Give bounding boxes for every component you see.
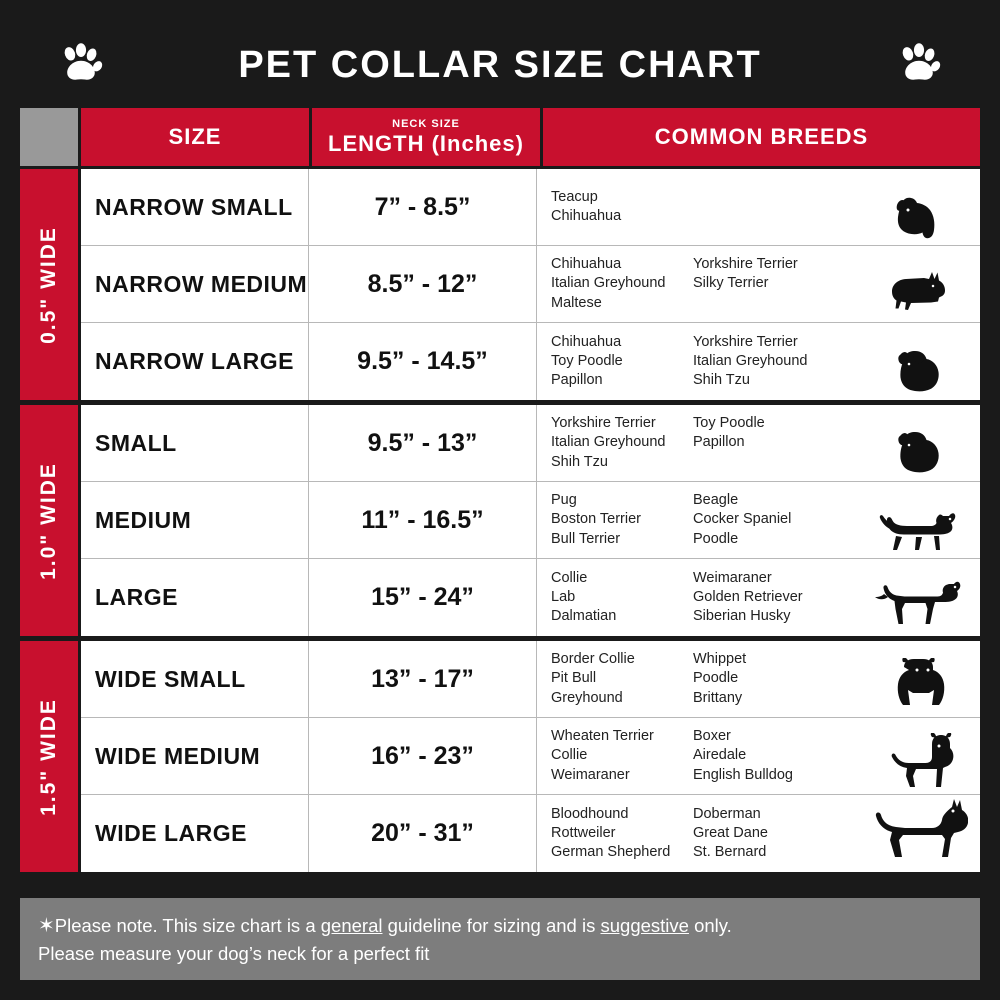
breed-name: Yorkshire Terrier <box>551 415 656 432</box>
breed-col-left <box>551 414 693 471</box>
cell-breeds <box>537 559 980 636</box>
breed-name: English Bulldog <box>693 766 793 783</box>
table-row <box>81 559 980 636</box>
breed-col-right <box>693 650 835 707</box>
breed-name: St. Bernard <box>693 844 767 861</box>
breed-name: German Shepherd <box>551 844 671 861</box>
table-row <box>81 795 980 872</box>
chihuahua-silhouette-icon <box>858 249 974 319</box>
breed-name: Border Collie <box>551 651 635 668</box>
footer-text-a: Please note. This size chart is a <box>54 915 321 937</box>
breed-name: Great Dane <box>693 824 768 841</box>
cell-length: 9.5” - 14.5” <box>309 323 537 400</box>
breed-name: Cocker Spaniel <box>693 511 792 528</box>
breed-name: Rottweiler <box>551 824 616 841</box>
cell-breeds <box>537 246 980 322</box>
footer-text-c: only. <box>688 915 732 937</box>
cell-length: 7” - 8.5” <box>309 169 537 245</box>
breed-col-right <box>693 188 835 226</box>
retriever-silhouette-icon <box>858 563 974 633</box>
group-rows <box>81 169 980 400</box>
breed-name: Pit Bull <box>551 670 597 687</box>
breed-name: Greyhound <box>551 689 623 706</box>
breed-name: Golden Retriever <box>693 588 803 605</box>
doberman-silhouette-icon <box>858 799 974 869</box>
cell-breeds <box>537 718 980 794</box>
size-group <box>20 405 980 636</box>
breed-col-left <box>551 491 693 548</box>
breed-col-left <box>551 255 693 312</box>
table-row <box>81 641 980 718</box>
cell-size: WIDE LARGE <box>81 795 309 872</box>
size-group <box>20 641 980 872</box>
table-header-row <box>20 108 980 166</box>
cell-length: 11” - 16.5” <box>309 482 537 558</box>
footer-underline-general: general <box>320 915 383 937</box>
breed-name: Dalmatian <box>551 608 617 625</box>
footer-line-2: Please measure your dog’s neck for a perfect fit <box>38 943 430 965</box>
breed-name: Maltese <box>551 294 602 311</box>
breed-name: Shih Tzu <box>551 453 608 470</box>
group-rows <box>81 405 980 636</box>
cell-breeds <box>537 482 980 558</box>
boxer-silhouette-icon <box>858 721 974 791</box>
breed-name: Papillon <box>551 372 603 389</box>
breed-name: Weimaraner <box>551 766 630 783</box>
breed-col-right <box>693 414 835 471</box>
breed-name: Collie <box>551 747 588 764</box>
yorkie-silhouette-icon <box>858 172 974 242</box>
column-header-breeds: COMMON BREEDS <box>543 108 980 166</box>
cell-length: 13” - 17” <box>309 641 537 717</box>
cell-breeds <box>537 169 980 245</box>
breed-name: Bloodhound <box>551 805 629 822</box>
breed-name: Teacup <box>551 188 598 205</box>
breed-name: Poodle <box>693 670 739 687</box>
group-width-text: 1.5" WIDE <box>37 697 60 816</box>
breed-name: Weimaraner <box>693 569 772 586</box>
group-width-label <box>20 405 78 636</box>
column-header-length <box>312 108 540 166</box>
asterisk-icon: ✶ <box>38 915 55 938</box>
breed-name: Italian Greyhound <box>693 352 808 369</box>
size-group <box>20 169 980 400</box>
cell-length: 15” - 24” <box>309 559 537 636</box>
breed-name: Doberman <box>693 805 761 822</box>
column-header-size: SIZE <box>81 108 309 166</box>
group-width-label <box>20 169 78 400</box>
header-spacer <box>20 108 78 166</box>
cell-size: NARROW MEDIUM <box>81 246 309 322</box>
cell-length: 8.5” - 12” <box>309 246 537 322</box>
cell-length: 9.5” - 13” <box>309 405 537 481</box>
breed-name: Toy Poodle <box>693 415 765 432</box>
breed-name: Chihuahua <box>551 256 622 273</box>
paw-icon <box>58 40 104 86</box>
breed-col-right <box>693 333 835 390</box>
table-row <box>81 718 980 795</box>
breed-name: Yorkshire Terrier <box>693 333 798 350</box>
papillon-silhouette-icon <box>858 408 974 478</box>
cell-breeds <box>537 323 980 400</box>
cell-size: SMALL <box>81 405 309 481</box>
breed-name: Lab <box>551 588 576 605</box>
table-row <box>81 482 980 559</box>
column-header-neck-size: NECK SIZE <box>392 118 460 131</box>
cell-breeds <box>537 795 980 872</box>
breed-name: Whippet <box>693 651 747 668</box>
paw-icon <box>896 40 942 86</box>
cell-length: 16” - 23” <box>309 718 537 794</box>
breed-name: Boston Terrier <box>551 511 641 528</box>
table-row <box>81 405 980 482</box>
group-width-text: 0.5" WIDE <box>37 225 60 344</box>
breed-name: Airedale <box>693 747 747 764</box>
breed-name: Wheaten Terrier <box>551 728 654 745</box>
cell-size: NARROW LARGE <box>81 323 309 400</box>
breed-name: Italian Greyhound <box>551 434 666 451</box>
breed-col-left <box>551 650 693 707</box>
group-width-label <box>20 641 78 872</box>
breed-col-left <box>551 569 693 626</box>
breed-col-left <box>551 188 693 226</box>
cell-size: WIDE SMALL <box>81 641 309 717</box>
breed-col-right <box>693 491 835 548</box>
table-row <box>81 323 980 400</box>
breed-name: Chihuahua <box>551 333 622 350</box>
breed-col-right <box>693 255 835 312</box>
column-header-length-label: LENGTH (Inches) <box>328 130 524 156</box>
breed-name: Chihuahua <box>551 208 622 224</box>
cell-size: LARGE <box>81 559 309 636</box>
breed-col-right <box>693 805 835 862</box>
cell-size: WIDE MEDIUM <box>81 718 309 794</box>
breed-name: Papillon <box>693 434 745 451</box>
breed-name: Yorkshire Terrier <box>693 256 798 273</box>
group-rows <box>81 641 980 872</box>
breed-name: Brittany <box>693 689 743 706</box>
cell-length: 20” - 31” <box>309 795 537 872</box>
breed-col-right <box>693 569 835 626</box>
footer-underline-suggestive: suggestive <box>600 915 689 937</box>
breed-name: Poodle <box>693 530 739 547</box>
breed-name: Bull Terrier <box>551 530 621 547</box>
breed-col-left <box>551 333 693 390</box>
footer-note <box>20 898 980 980</box>
cell-size: NARROW SMALL <box>81 169 309 245</box>
breed-name: Toy Poodle <box>551 352 623 369</box>
beagle-silhouette-icon <box>858 485 974 555</box>
breed-name: Siberian Husky <box>693 608 791 625</box>
pitbull-silhouette-icon <box>858 644 974 714</box>
table-row <box>81 246 980 323</box>
table-row <box>81 169 980 246</box>
cell-breeds <box>537 405 980 481</box>
breed-col-left <box>551 805 693 862</box>
footer-line-1 <box>38 912 962 941</box>
breed-col-right <box>693 727 835 784</box>
page-title: PET COLLAR SIZE CHART <box>238 43 762 86</box>
breed-name: Silky Terrier <box>693 275 769 292</box>
breed-name: Boxer <box>693 728 731 745</box>
papillon-silhouette-icon <box>858 327 974 397</box>
cell-breeds <box>537 641 980 717</box>
group-width-text: 1.0" WIDE <box>37 461 60 580</box>
breed-col-left <box>551 727 693 784</box>
breed-name: Collie <box>551 569 588 586</box>
breed-name: Shih Tzu <box>693 372 750 389</box>
breed-name: Italian Greyhound <box>551 275 666 292</box>
footer-text-b: guideline for sizing and is <box>382 915 601 937</box>
size-table <box>20 108 980 893</box>
chart-header <box>20 22 980 108</box>
cell-size: MEDIUM <box>81 482 309 558</box>
breed-name: Beagle <box>693 492 739 509</box>
breed-name: Pug <box>551 492 577 509</box>
